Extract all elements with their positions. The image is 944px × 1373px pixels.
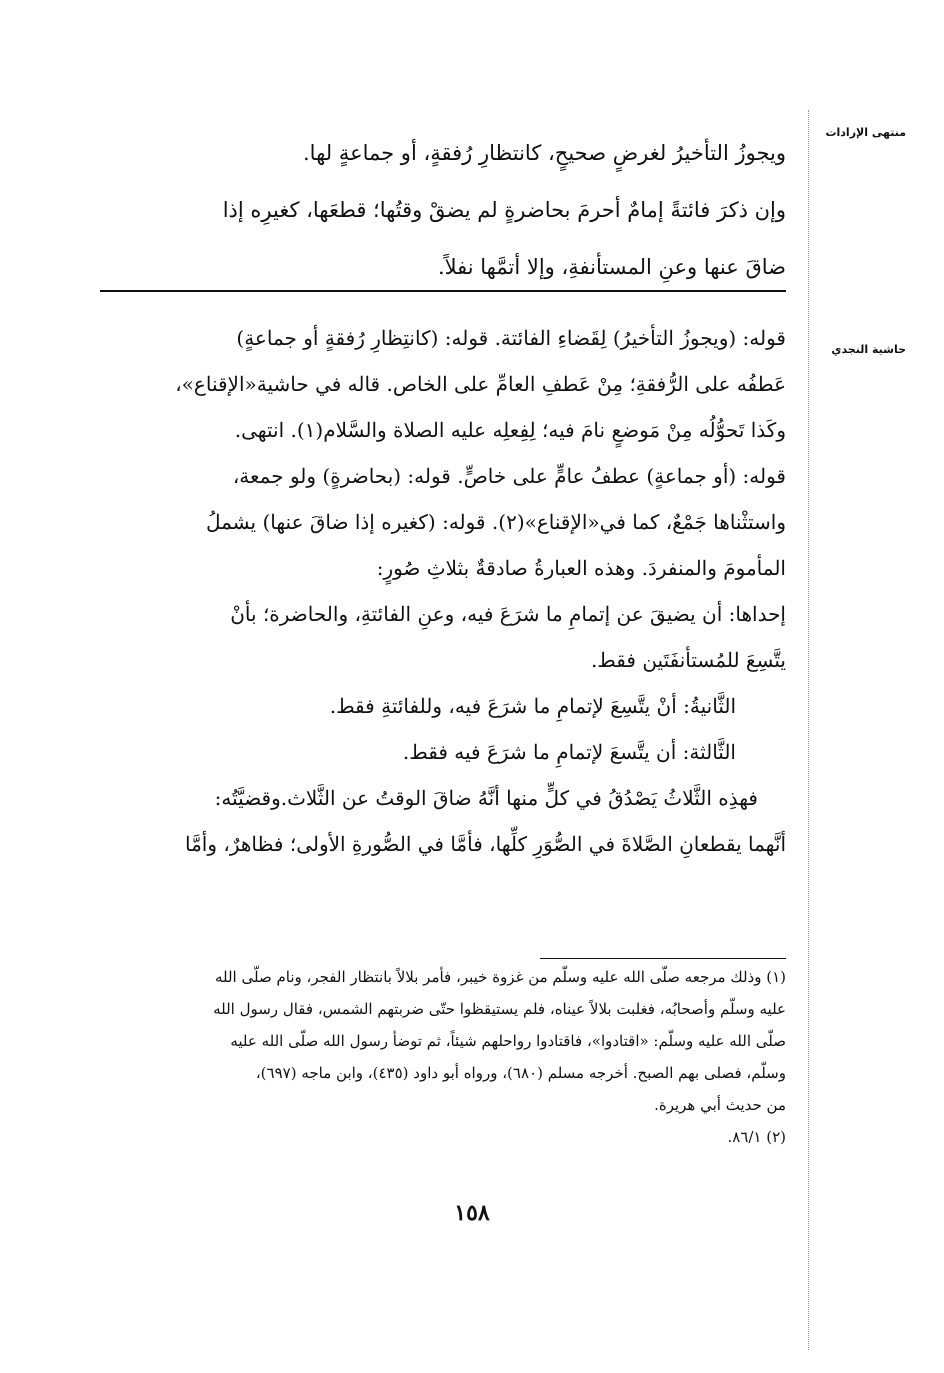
hashiya-line: قوله: (ويجوزُ التأخيرُ) لِقَضاءِ الفائتة. قوله: (كانتِظارِ رُفقةٍ أو جماعةٍ) [236,326,786,350]
hashiya-line: إحداها: أن يضيقَ عن إتمامِ ما شرَعَ فيه، وعنِ الفائتةِ، والحاضرة؛ بأنْ [230,602,786,626]
footnote-line: وسلّم، فصلى بهم الصبح. أخرجه مسلم (٦٨٠)، ورواه أبو داود (٤٣٥)، وابن ماجه (٦٩٧)، [255,1064,786,1082]
footnotes [94,962,786,1154]
matn-line: ضاقَ عنها وعنِ المستأنفةِ، وإلا أتمَّها نفلاً. [437,255,786,279]
hashiya-line: أنَّهما يقطعانِ الصَّلاةَ في الصُّوَرِ كلِّها، فأمَّا في الصُّورةِ الأولى؛ فظاهرٌ، وأمَّا [185,832,786,856]
margin-divider [808,110,809,1350]
section-divider [100,290,786,292]
footnote-line: (٢) ٨٦/١. [727,1128,786,1146]
hashiya-line: يتَّسِعَ للمُستأنفَتَين فقط. [590,648,786,672]
footnote-line: عليه وسلّم وأصحابُه، فغلبت بلالاً عيناه، فلم يستيقظوا حتّى ضربتهم الشمس، فقال رسول الله [213,1000,786,1018]
hashiya-line: وكَذا تَحوُّلُه مِنْ مَوضعٍ نامَ فيه؛ لِفِعلِه عليه الصلاة والسَّلام(١). انتهى. [234,418,786,442]
footnote-line: صلّى الله عليه وسلّم: «اقتادوا»، فاقتادوا رواحلهم شيئاً، ثم توضأ رسول الله صلّى الله عليه [230,1032,786,1050]
hashiya-line: المأمومَ والمنفردَ. وهذه العبارةُ صادقةٌ بثلاثِ صُورٍ: [376,556,786,580]
footnote-line: (١) وذلك مرجعه صلّى الله عليه وسلّم من غزوة خيبر، فأمر بلالاً بانتظار الفجر، ونام صلّى الله [214,968,786,986]
margin-label-hashiya: حاشية النجدي [831,343,906,356]
hashiya-line: الثَّانيةُ: أنْ يتَّسِعَ لإتمامِ ما شرَعَ فيه، وللفائتةِ فقط. [329,694,736,718]
matn-line: ويجوزُ التأخيرُ لغرضٍ صحيحٍ، كانتظارِ رُفقةٍ، أو جماعةٍ لها. [303,141,786,165]
margin-label-matn: منتهى الإرادات [825,126,906,139]
hashiya-line: واستثْناها جَمْعٌ، كما في«الإقناع»(٢). قوله: (كغيره إذا ضاقَ عنها) يشملُ [205,510,786,534]
hashiya-line: قوله: (أو جماعةٍ) عطفُ عامٍّ على خاصٍّ. قوله: (بحاضرةٍ) ولو جمعة، [232,464,786,488]
hashiya-text [94,318,786,870]
footnote-divider [540,958,786,959]
matn-text [94,130,786,301]
hashiya-line: فهذِه الثَّلاثُ يَصْدُقُ في كلٍّ منها أنَّهُ ضاقَ الوقتُ عن الثَّلاث.وقضيَّتُه: [214,786,758,810]
matn-line: وإن ذكرَ فائتةً إمامٌ أحرمَ بحاضرةٍ لم يضقْ وقتُها؛ قطعَها، كغيرِه إذا [222,198,786,222]
hashiya-line: عَطفُه على الرُّفقةِ؛ مِنْ عَطفِ العامِّ على الخاص. قاله في حاشية«الإقناع»، [175,372,786,396]
hashiya-line: الثَّالثة: أن يتَّسعَ لإتمامِ ما شرَعَ فيه فقط. [402,740,736,764]
footnote-line: من حديث أبي هريرة. [654,1096,786,1114]
page-number: ١٥٨ [454,1200,490,1226]
